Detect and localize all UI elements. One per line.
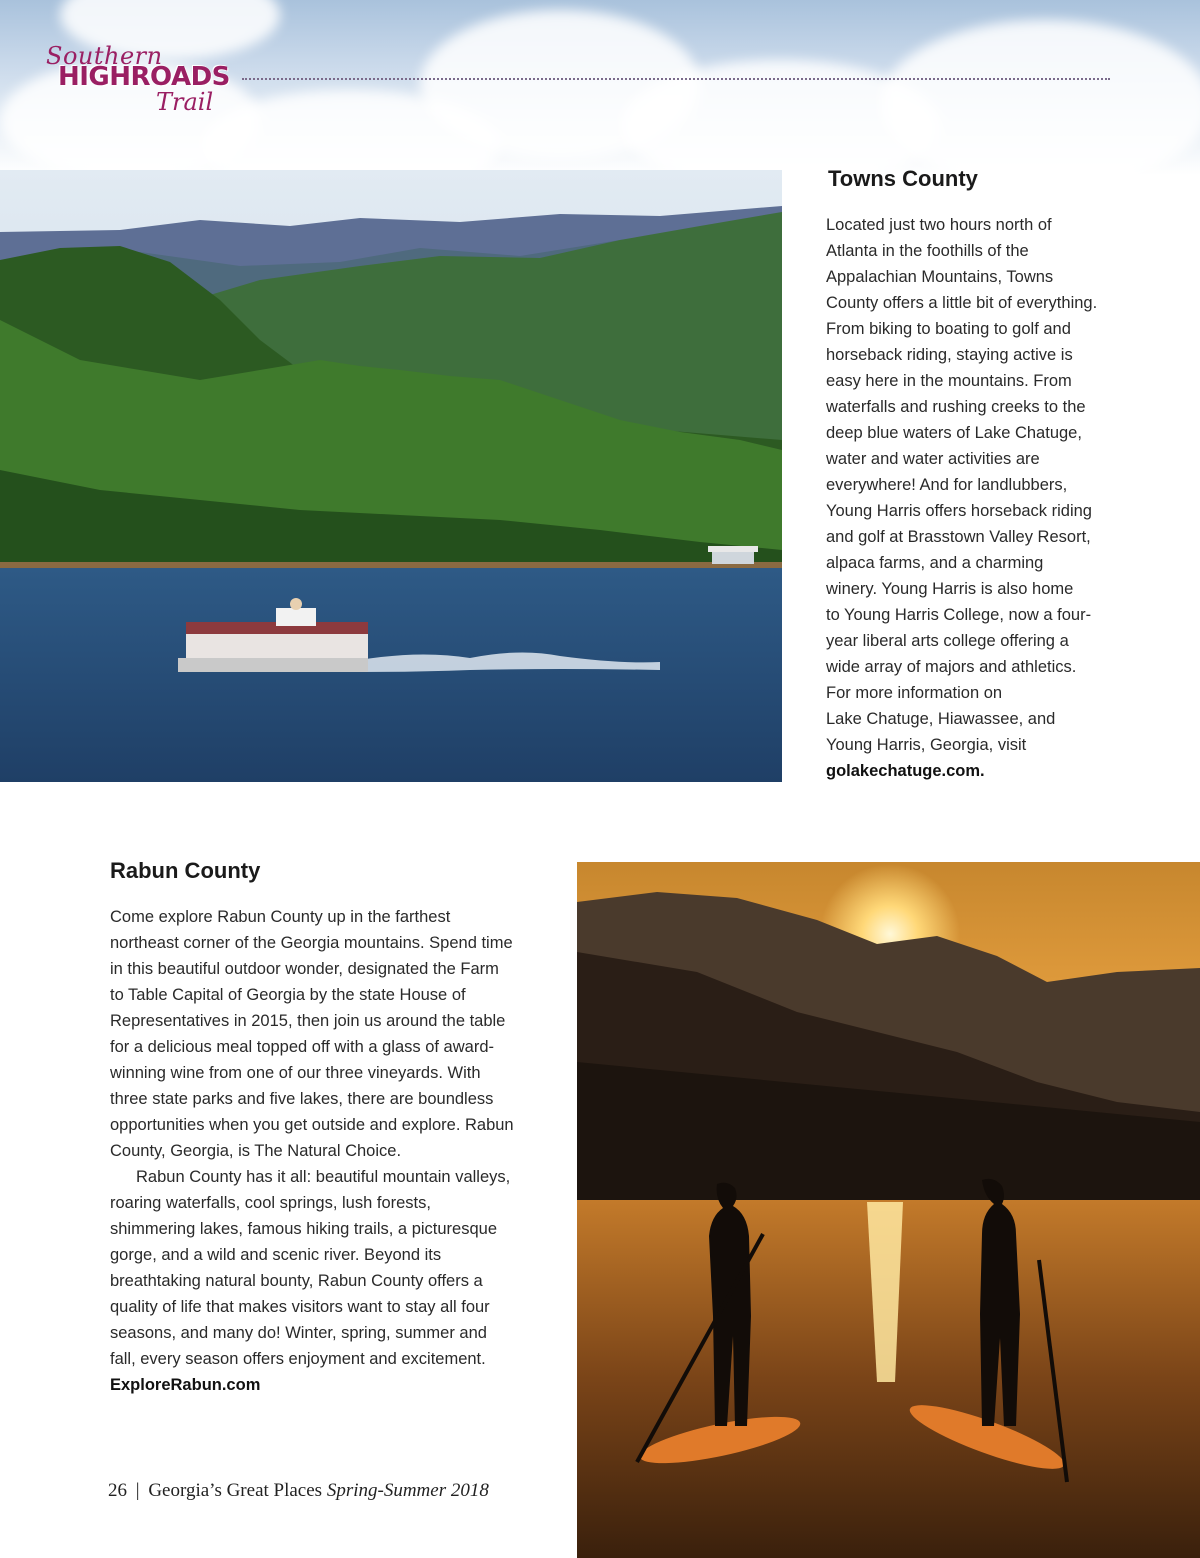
text-line: quality of life that makes visitors want to stay all four (110, 1298, 490, 1316)
text-line: and golf at Brasstown Valley Resort, (826, 528, 1091, 546)
text-line: northeast corner of the Georgia mountains. Spend time (110, 934, 513, 952)
header-dotted-rule (242, 78, 1110, 80)
text-line: For more information on (826, 684, 1003, 702)
page-number: 26 (108, 1480, 127, 1501)
text-line: seasons, and many do! Winter, spring, summer and (110, 1324, 487, 1342)
text-line: deep blue waters of Lake Chatuge, (826, 424, 1082, 442)
text-line: Located just two hours north of (826, 216, 1052, 234)
text-line: Appalachian Mountains, Towns (826, 268, 1054, 286)
text-line: in this beautiful outdoor wonder, designated the Farm (110, 960, 499, 978)
issue-name: Spring-Summer 2018 (326, 1480, 489, 1501)
text-line: gorge, and a wild and scenic river. Beyond its (110, 1246, 442, 1264)
publication-name: Georgia’s Great Places (148, 1480, 323, 1501)
text-line: three state parks and five lakes, there are boundless (110, 1090, 494, 1108)
text-line: Representatives in 2015, then join us around the table (110, 1012, 506, 1030)
logo-line-highroads: HIGHROADS (58, 62, 230, 92)
rabun-county-body (110, 904, 514, 1398)
towns-website-link[interactable]: golakechatuge.com. (826, 762, 985, 780)
rabun-county-heading: Rabun County (110, 858, 261, 883)
text-line: Atlanta in the foothills of the (826, 242, 1029, 260)
text-line: year liberal arts college offering a (826, 632, 1069, 650)
text-line: Young Harris offers horseback riding (826, 502, 1092, 520)
page-footer (108, 1480, 489, 1502)
paddleboard-sunset-photo (577, 862, 1200, 1558)
towns-county-body (826, 212, 1097, 784)
text-line: alpaca farms, and a charming (826, 554, 1044, 572)
text-line: waterfalls and rushing creeks to the (826, 398, 1086, 416)
text-line: Lake Chatuge, Hiawassee, and (826, 710, 1056, 728)
text-line: everywhere! And for landlubbers, (826, 476, 1068, 494)
text-line: From biking to boating to golf and (826, 320, 1071, 338)
text-line: to Table Capital of Georgia by the state House of (110, 986, 466, 1004)
text-line: easy here in the mountains. From (826, 372, 1072, 390)
towns-county-heading: Towns County (828, 166, 978, 191)
text-line: County offers a little bit of everything. (826, 294, 1098, 312)
southern-highroads-trail-logo (38, 42, 248, 142)
text-line: winning wine from one of our three vineyards. With (110, 1064, 481, 1082)
lake-chatuge-pontoon-photo (0, 170, 782, 782)
logo-line-southern: Southern (46, 42, 163, 70)
rabun-website-link[interactable]: ExploreRabun.com (110, 1376, 261, 1394)
text-line: fall, every season offers enjoyment and excitement. (110, 1350, 486, 1368)
text-line: shimmering lakes, famous hiking trails, a picturesque (110, 1220, 498, 1238)
footer-separator: | (135, 1480, 140, 1501)
text-line: roaring waterfalls, cool springs, lush forests, (110, 1194, 431, 1212)
text-line: wide array of majors and athletics. (826, 658, 1077, 676)
text-line: Young Harris, Georgia, visit (826, 736, 1027, 754)
text-line: winery. Young Harris is also home (826, 580, 1074, 598)
text-line: to Young Harris College, now a four- (826, 606, 1092, 624)
text-line: breathtaking natural bounty, Rabun County offers a (110, 1272, 483, 1290)
text-line: horseback riding, staying active is (826, 346, 1073, 364)
text-line: County, Georgia, is The Natural Choice. (110, 1142, 402, 1160)
logo-line-trail: Trail (156, 88, 214, 116)
text-line: opportunities when you get outside and explore. Rabun (110, 1116, 514, 1134)
text-line: for a delicious meal topped off with a glass of award- (110, 1038, 494, 1056)
text-line: Rabun County has it all: beautiful mountain valleys, (136, 1168, 511, 1186)
text-line: Come explore Rabun County up in the farthest (110, 908, 451, 926)
text-line: water and water activities are (826, 450, 1040, 468)
